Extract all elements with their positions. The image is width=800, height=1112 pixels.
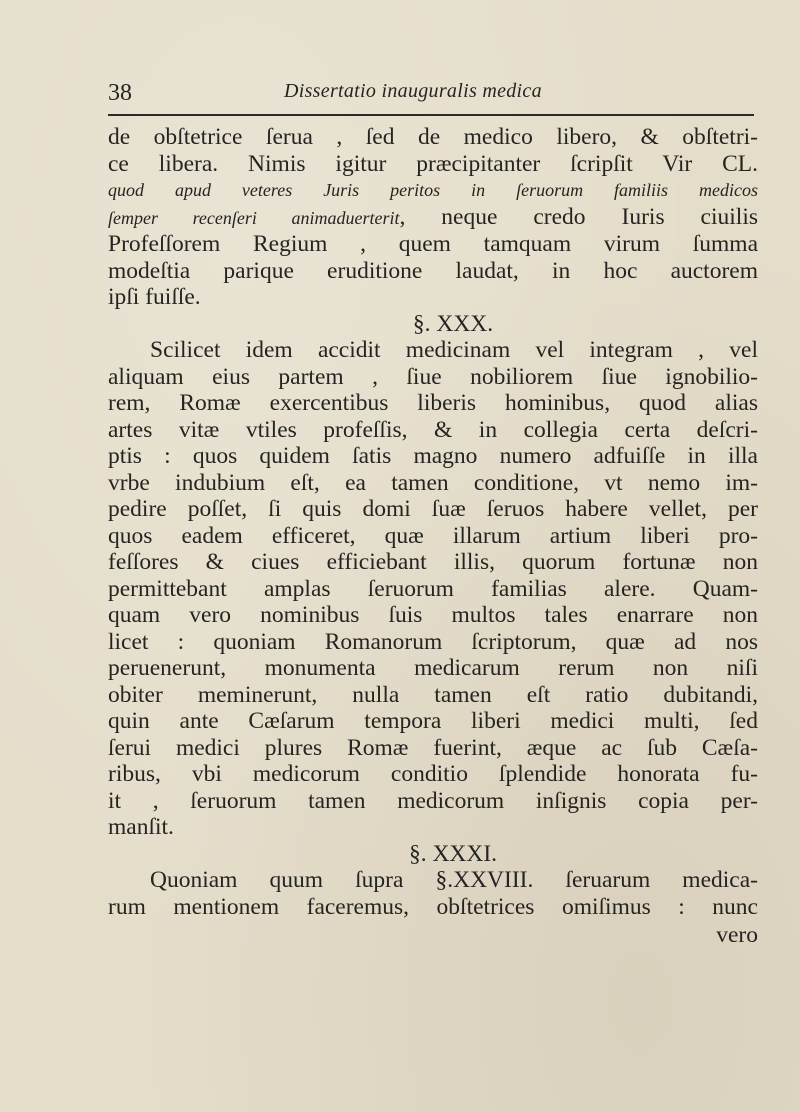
text-line: peruenerunt, monumenta medicarum rerum non niſi: [108, 655, 758, 681]
text-line: obiter meminerunt, nulla tamen eſt ratio dubitandi,: [108, 681, 758, 708]
catchword: vero: [716, 922, 758, 948]
text-line: Scilicet idem accidit medicinam vel integram , vel: [150, 337, 758, 363]
text-line-italic: quod apud veteres Juris peritos in ſeruorum familiis medicos: [108, 180, 758, 200]
text-line: rum mentionem faceremus, obſtetrices omiſimus : nunc: [108, 893, 758, 920]
header-rule: [108, 114, 754, 116]
text-line: Quoniam quum ſupra §.XXVIII. ſeruarum medica-: [150, 867, 758, 893]
text-line: pedire poſſet, ſi quis domi ſuæ ſeruos habere vellet, per: [108, 496, 758, 522]
text-line: manſit.: [108, 814, 174, 840]
paragraph-1: [108, 124, 758, 311]
text-line: quin ante Cæſarum tempora liberi medici multi, ſed: [108, 708, 758, 734]
text-line: quos eadem efficeret, quæ illarum artium liberi pro-: [108, 522, 758, 549]
text-line: de obſtetrice ſerua , ſed de medico libero, & obſtetri-: [108, 124, 758, 150]
line-remainder: , neque credo Iuris ciuilis: [399, 203, 758, 230]
section-xxxi-text: [108, 867, 758, 949]
text-line: modeſtia parique eruditione laudat, in hoc auctorem: [108, 257, 758, 284]
text-line: artes vitæ vtiles profeſſis, & in collegia certa deſcri-: [108, 416, 758, 443]
text-line: licet : quoniam Romanorum ſcriptorum, quæ ad nos: [108, 628, 758, 655]
text-line: ce libera. Nimis igitur præcipitanter ſcripſit Vir CL.: [108, 150, 758, 177]
text-line: ribus, vbi medicorum conditio ſplendide honorata fu-: [108, 761, 758, 787]
running-title: Dissertatio inauguralis medica: [284, 80, 542, 102]
italic-phrase: ſemper recenſeri animaduerterit: [108, 207, 400, 228]
text-line: [108, 204, 758, 232]
text-line: rem, Romæ exercentibus liberis hominibus, quod alias: [108, 390, 758, 416]
text-line: feſſores & ciues efficiebant illis, quorum fortunæ non: [108, 549, 758, 575]
text-line: ipſi fuiſſe.: [108, 284, 201, 310]
text-line: vrbe indubium eſt, ea tamen conditione, vt nemo im-: [108, 469, 758, 496]
section-heading-xxx: §. XXX.: [412, 310, 494, 337]
text-line: aliquam eius partem , ſiue nobiliorem ſiue ignobilio-: [108, 363, 758, 390]
section-xxx-text: [108, 337, 758, 841]
page-header: [108, 70, 754, 110]
text-line: permittebant amplas ſeruorum familias alere. Quam-: [108, 575, 758, 602]
body-text: [108, 124, 758, 949]
section-heading-xxxi: §. XXXI.: [408, 840, 498, 867]
text-line: ſerui medici plures Romæ fuerint, æque ac ſub Cæſa-: [108, 734, 758, 761]
text-line: quam vero nominibus ſuis multos tales enarrare non: [108, 602, 758, 628]
text-line: it , ſeruorum tamen medicorum inſignis copia per-: [108, 787, 758, 814]
catchword-row: [108, 922, 758, 949]
text-line: ptis : quos quidem ſatis magno numero adfuiſſe in illa: [108, 443, 758, 469]
text-line: Profeſſorem Regium , quem tamquam virum ſumma: [108, 231, 758, 257]
page-number: 38: [108, 80, 132, 106]
